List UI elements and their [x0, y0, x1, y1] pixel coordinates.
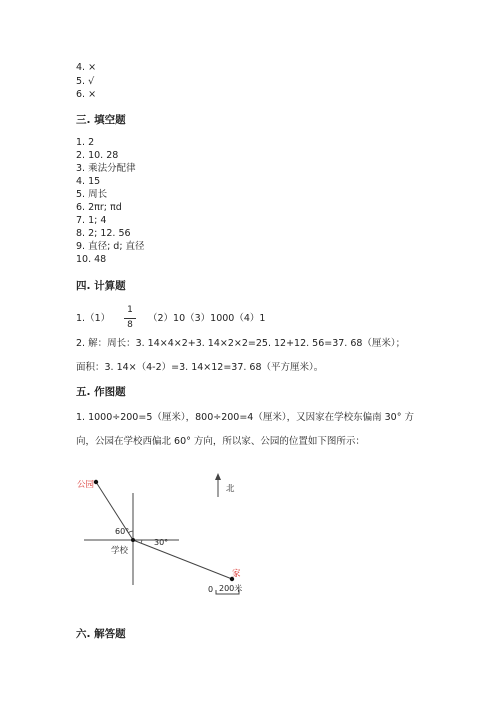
fill-answer-5: 5. 周长 [76, 189, 108, 200]
prev-answer-5: 5. √ [76, 76, 95, 87]
fill-answer-9: 9. 直径; d; 直径 [76, 241, 145, 252]
drawing-para-line2: 向，公园在学校西偏北 60° 方向，所以家、公园的位置如下图所示： [76, 436, 365, 447]
fill-answer-10: 10. 48 [76, 254, 107, 265]
fill-answer-4: 4. 15 [76, 176, 101, 187]
fraction-denominator: 8 [127, 320, 133, 330]
north-arrow-head [215, 473, 221, 480]
home-label: 家 [232, 569, 241, 579]
angle-30-label: 30° [154, 538, 169, 547]
fill-answer-6: 6. 2πr; πd [76, 202, 122, 213]
calc-q2-area: 面积：3. 14×（4-2）=3. 14×12=37. 68（平方厘米）。 [76, 362, 324, 373]
angle-60-label: 60° [115, 527, 130, 536]
section6-heading: 六. 解答题 [76, 628, 126, 640]
drawing-para-line1: 1. 1000÷200=5（厘米），800÷200=4（厘米），又因家在学校东偏南 30° 方 [76, 412, 414, 423]
fraction-numerator: 1 [127, 305, 133, 315]
fill-answer-8: 8. 2; 12. 56 [76, 228, 131, 239]
school-label: 学校 [111, 546, 129, 556]
calc-q2: 2. 解：周长：3. 14×4×2+3. 14×2×2=25. 12+12. 56=37. 68（厘米）； [76, 338, 406, 349]
park-label: 公园 [77, 480, 95, 490]
park-dot [94, 480, 98, 484]
fill-answer-3: 3. 乘法分配律 [76, 163, 136, 174]
school-home-line [133, 540, 232, 579]
fill-answer-1: 1. 2 [76, 137, 95, 148]
school-dot [131, 538, 135, 542]
prev-answer-6: 6. × [76, 89, 97, 100]
section4-heading: 四. 计算题 [76, 280, 126, 292]
calc-q1-prefix: 1.（1） [76, 313, 111, 324]
section3-heading: 三. 填空题 [76, 114, 126, 126]
prev-answer-4: 4. × [76, 62, 97, 73]
fill-answer-2: 2. 10. 28 [76, 150, 119, 161]
fill-answer-7: 7. 1; 4 [76, 215, 107, 226]
calc-q1-rest: （2）10（3）1000（4）1 [148, 313, 266, 324]
north-label: 北 [226, 484, 235, 494]
scale-zero-label: 0 [208, 585, 214, 594]
section5-heading: 五. 作图题 [76, 386, 126, 398]
scale-200m-label: 200米 [219, 584, 243, 593]
